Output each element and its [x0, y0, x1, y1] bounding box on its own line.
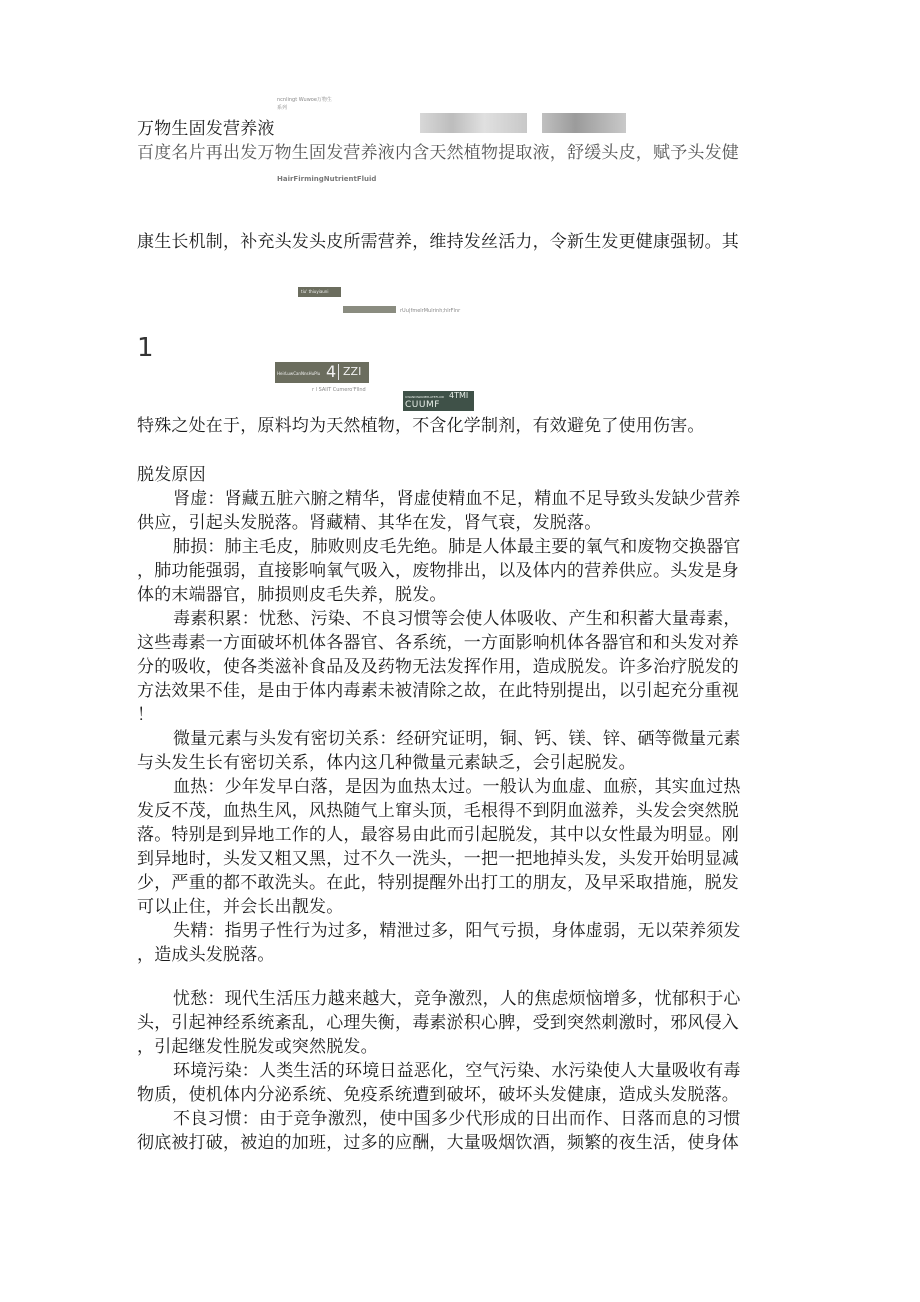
paragraph-line: ，肺功能强弱，直接影响氧气吸入，废物排出，以及体内的营养供应。头发是身 — [137, 561, 739, 581]
paragraph-line: 失精：指男子性行为过多，精泄过多，阳气亏损，身体虚弱，无以荣养须发 — [173, 921, 741, 941]
paragraph-line: 血热：少年发早白落，是因为血热太过。一般认为血虚、血瘀，其实血过热 — [173, 777, 741, 797]
image-strip-2 — [542, 113, 626, 133]
page-title: 万物生固发营养液 — [137, 119, 275, 139]
intro-line-2: 康生长机制，补充头发头皮所需营养，维持发丝活力，令新生发更健康强韧。其 — [137, 232, 739, 252]
causes-block-2 — [137, 987, 797, 1155]
paragraph-line: 环境污染：人类生活的环境日益恶化，空气污染、水污染使人大量吸收有毒 — [173, 1061, 741, 1081]
paragraph-line: ，引起继发性脱发或突然脱发。 — [137, 1037, 378, 1057]
paragraph-line: 肾虚：肾藏五脏六腑之精华，肾虚使精血不足，精血不足导致头发缺少营养 — [173, 489, 741, 509]
page-subtitle: 百度名片再出发万物生固发营养液内含天然植物提取液，舒缓头皮，赋予头发健 — [137, 143, 739, 163]
paragraph-line: 头，引起神经系统紊乱，心理失衡，毒素淤积心脾，受到突然刺激时，邪风侵入 — [137, 1013, 739, 1033]
section-heading: 脱发原因 — [137, 465, 206, 485]
paragraph-line: 供应，引起头发脱落。肾藏精、其华在发，肾气衰，发脱落。 — [137, 513, 602, 533]
product-box-under: r l SAllT Cumero'Fllnd — [312, 387, 366, 393]
english-label: HairFirmingNutrientFluid — [277, 175, 377, 183]
paragraph-line: 到异地时，头发又粗又黑，过不久一洗头，一把一把地掉头发，头发开始明显减 — [137, 849, 739, 869]
tiny-caption: ncnlingt Wuwoe万物生 — [277, 97, 332, 103]
paragraph-line: 毒素积累：忧愁、污染、不良习惯等会使人体吸收、产生和积蓄大量毒素， — [173, 609, 741, 629]
paragraph-line: 物质，使机体内分泌系统、免疫系统遭到破坏，破坏头发健康，造成头发脱落。 — [137, 1085, 739, 1105]
paragraph-line: 可以止住，并会长出靓发。 — [137, 897, 344, 917]
product-box-divider — [338, 364, 339, 380]
green-box-num: 4TMI — [449, 391, 469, 400]
paragraph-line: 彻底被打破，被迫的加班，过多的应酬，大量吸烟饮酒，频繁的夜生活，使身体 — [137, 1133, 739, 1153]
product-box-caption: HeirLuwCanNnsHuPlu — [277, 371, 321, 376]
paragraph-line: 肺损：肺主毛皮，肺败则皮毛先绝。肺是人体最主要的氧气和废物交换器官 — [173, 537, 741, 557]
paragraph-line: ！ — [137, 705, 155, 725]
paragraph-line: 这些毒素一方面破坏机体各器官、各系统，一方面影响机体各器官和和头发对养 — [137, 633, 739, 653]
image-strip-1 — [420, 113, 527, 133]
paragraph-line: 发反不茂，血热生风，风热随气上窜头顶，毛根得不到阴血滋养，头发会突然脱 — [137, 801, 739, 821]
green-box-top: UWANDIWANEPLATEFLUID — [405, 395, 445, 399]
paragraph-line: 忧愁：现代生活压力越来越大，竞争激烈，人的焦虑烦恼增多，忧郁积于心 — [173, 989, 741, 1009]
tiny-caption-2: 系列 — [277, 105, 288, 111]
paragraph-line: 不良习惯：由于竞争激烈，使中国多少代形成的日出而作、日落而息的习惯 — [173, 1109, 741, 1129]
product-box-number: 4 — [326, 362, 337, 381]
paragraph-line: 与头发生长有密切关系，体内这几种微量元素缺乏，会引起脱发。 — [137, 753, 636, 773]
paragraph-line: 落。特别是到异地工作的人，最容易由此而引起脱发，其中以女性最为明显。刚 — [137, 825, 739, 845]
paragraph-line: ，造成头发脱落。 — [137, 945, 275, 965]
paragraph-line: 分的吸收，使各类滋补食品及及药物无法发挥作用，造成脱发。许多治疗脱发的 — [137, 657, 739, 677]
green-box — [403, 391, 474, 411]
small-strip — [343, 306, 396, 313]
paragraph-line: 体的末端器官，肺损则皮毛失养，脱发。 — [137, 585, 447, 605]
product-box — [275, 362, 369, 383]
intro-line-3: 特殊之处在于，原料均为天然植物，不含化学制剂，有效避免了使用伤害。 — [137, 416, 705, 436]
product-box-text: ZZI — [343, 365, 362, 378]
causes-block-1 — [137, 487, 797, 967]
paragraph-line: 方法效果不佳，是由于体内毒素未被清除之故，在此特别提出，以引起充分重视 — [137, 681, 739, 701]
paragraph-line: 少，严重的都不敢洗头。在此，特别提醒外出打工的朋友，及早采取措施，脱发 — [137, 873, 739, 893]
strip-caption: rUu|fmelrMulrinh;hlrFlnr — [400, 308, 461, 314]
green-box-text: CUUMF — [405, 400, 440, 410]
small-badge: tiu' thiuyiauni — [298, 287, 341, 297]
numeral-one: 1 — [137, 333, 154, 363]
paragraph-line: 微量元素与头发有密切关系：经研究证明，铜、钙、镁、锌、硒等微量元素 — [173, 729, 741, 749]
